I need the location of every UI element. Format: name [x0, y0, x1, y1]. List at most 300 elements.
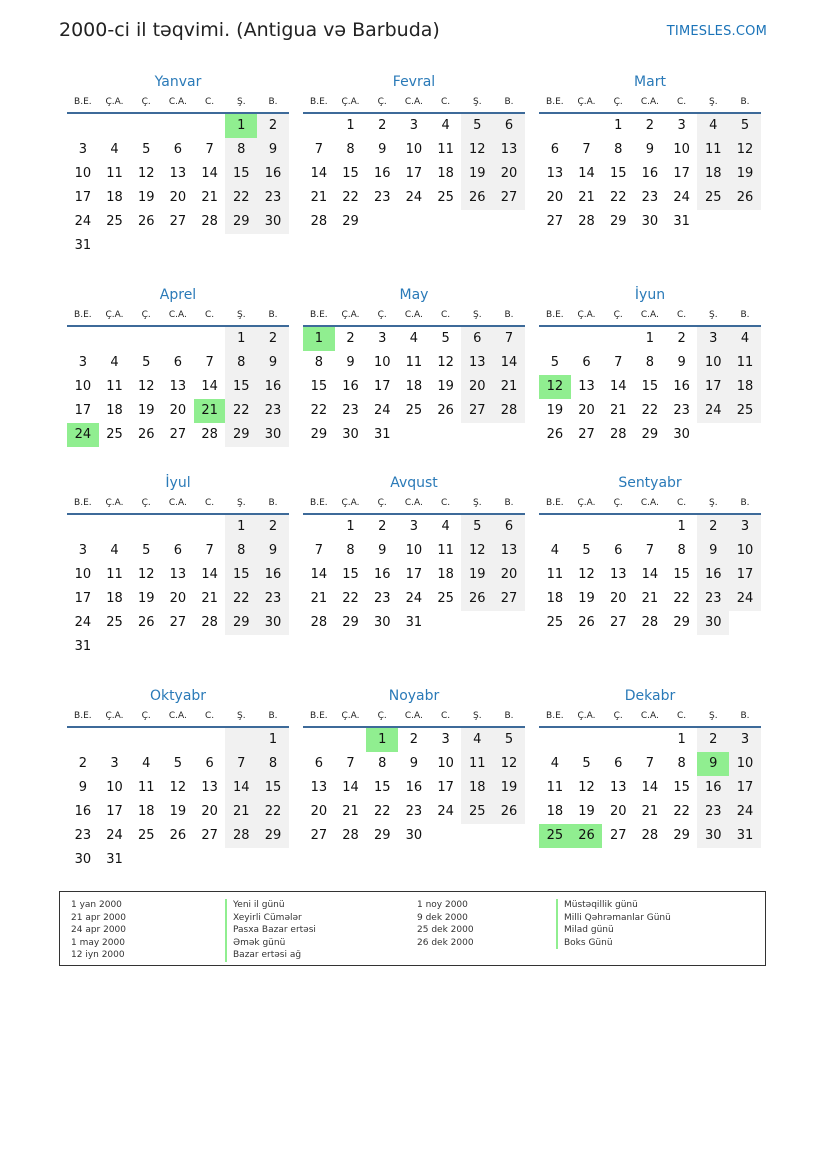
weekday-label: Ş. [236, 711, 246, 721]
day-cell: 1 [257, 728, 289, 752]
month-8 [303, 473, 525, 635]
day-cell: 23 [697, 587, 729, 611]
weekday-header [539, 493, 761, 515]
day-grid [303, 327, 525, 447]
day-cell: 12 [137, 166, 155, 181]
weekday-label: C.A. [404, 711, 423, 721]
day-cell: 13 [169, 567, 187, 582]
day-cell: 19 [137, 403, 155, 418]
day-cell: 8 [225, 138, 257, 162]
day-cell: 4 [441, 519, 450, 534]
day-cell: 2 [257, 114, 289, 138]
empty-day-cell [99, 327, 131, 351]
weekday-label: Ç. [141, 711, 151, 721]
day-cell: 18 [405, 379, 423, 394]
weekday-label: Ç.A. [341, 310, 360, 320]
legend-holiday-name: Bazar ertəsi ağ [225, 949, 316, 962]
month-6 [539, 285, 761, 447]
day-cell: 13 [169, 166, 187, 181]
day-cell: 2 [78, 756, 87, 771]
day-cell: 19 [137, 591, 155, 606]
weekday-label: Ç.A. [577, 97, 596, 107]
day-cell: 26 [546, 427, 564, 442]
weekday-label: C. [441, 310, 451, 320]
day-cell: 2 [346, 331, 355, 346]
weekday-label: Ç.A. [105, 97, 124, 107]
day-cell: 3 [677, 118, 686, 133]
weekday-label: B.E. [74, 711, 92, 721]
weekday-header [539, 92, 761, 114]
day-cell: 22 [673, 591, 690, 606]
day-cell: 8 [677, 543, 686, 558]
day-cell: 25 [461, 800, 493, 824]
day-cell: 7 [314, 543, 323, 558]
day-cell: 30 [673, 427, 690, 442]
month-7 [67, 473, 289, 659]
day-cell: 14 [310, 166, 328, 181]
day-cell: 15 [342, 166, 359, 181]
day-cell: 18 [106, 403, 123, 418]
day-cell: 24 [106, 828, 123, 843]
weekday-label: C. [205, 97, 215, 107]
day-cell: 15 [225, 375, 257, 399]
day-cell: 20 [609, 804, 627, 819]
day-cell: 17 [729, 563, 761, 587]
day-cell: 12 [461, 138, 493, 162]
day-cell: 16 [373, 166, 391, 181]
weekday-header [67, 493, 289, 515]
empty-day-cell [634, 728, 666, 752]
day-cell: 28 [201, 427, 218, 442]
weekday-header [67, 305, 289, 327]
legend-date: 1 may 2000 [71, 937, 125, 948]
weekday-label: Ş. [708, 498, 718, 508]
month-name: Yanvar [154, 74, 202, 90]
day-cell: 6 [314, 756, 323, 771]
day-cell: 3 [78, 142, 87, 157]
day-cell: 10 [697, 351, 729, 375]
day-cell: 23 [342, 403, 359, 418]
day-cell: 28 [641, 615, 659, 630]
weekday-header [539, 706, 761, 728]
weekday-header [303, 92, 525, 114]
day-cell: 31 [405, 615, 423, 630]
weekday-label: B.E. [74, 310, 92, 320]
legend-holiday-name: Yeni il günü [225, 899, 316, 912]
day-cell: 18 [729, 375, 761, 399]
day-cell: 29 [609, 214, 627, 229]
weekday-label: B. [268, 97, 278, 107]
legend-date: 12 iyn 2000 [71, 950, 125, 960]
day-cell: 7 [645, 756, 655, 771]
month-name: Dekabr [624, 688, 676, 704]
day-cell: 30 [257, 210, 289, 234]
day-cell: 9 [409, 756, 419, 771]
empty-day-cell [99, 728, 131, 752]
month-12 [539, 686, 761, 848]
weekday-label: C.A. [168, 310, 187, 320]
day-cell: 26 [137, 214, 155, 229]
day-cell: 19 [461, 563, 493, 587]
day-cell: 25 [437, 591, 454, 606]
day-cell: 5 [493, 728, 525, 752]
day-cell: 5 [582, 543, 591, 558]
day-cell: 2 [677, 331, 686, 346]
day-cell: 12 [137, 567, 155, 582]
day-cell: 20 [578, 403, 595, 418]
day-cell: 14 [201, 567, 218, 582]
day-cell: 8 [378, 756, 387, 771]
day-cell: 27 [461, 399, 493, 423]
day-cell: 31 [729, 824, 761, 848]
day-cell: 6 [614, 756, 623, 771]
day-cell: 11 [461, 752, 493, 776]
month-name: Noyabr [388, 688, 440, 704]
day-cell: 18 [137, 804, 155, 819]
day-cell: 8 [346, 543, 355, 558]
weekday-label: Ş. [236, 498, 246, 508]
day-cell: 10 [74, 567, 92, 582]
legend-left-names [225, 899, 316, 962]
day-cell: 17 [74, 591, 92, 606]
weekday-label: C.A. [640, 310, 659, 320]
day-cell: 4 [550, 756, 559, 771]
day-cell: 16 [257, 563, 289, 587]
day-cell: 16 [342, 379, 359, 394]
empty-day-cell [130, 114, 162, 138]
weekday-label: B. [268, 711, 278, 721]
holiday-legend [59, 891, 766, 966]
weekday-label: B. [268, 310, 278, 320]
month-10 [67, 686, 289, 872]
empty-day-cell [539, 728, 571, 752]
day-cell: 25 [729, 399, 761, 423]
weekday-label: Ş. [472, 97, 482, 107]
day-cell: 15 [609, 166, 627, 181]
day-cell: 13 [169, 379, 187, 394]
empty-day-cell [634, 515, 666, 539]
weekday-label: C. [677, 498, 687, 508]
weekday-label: Ş. [236, 97, 246, 107]
day-cell: 27 [169, 615, 187, 630]
day-grid [539, 327, 761, 447]
day-cell: 20 [461, 375, 493, 399]
holiday-day-cell: 9 [697, 752, 729, 776]
day-cell: 20 [169, 190, 187, 205]
day-cell: 30 [641, 214, 659, 229]
site-brand-link[interactable]: TIMESLES.COM [666, 24, 767, 39]
empty-day-cell [303, 114, 335, 138]
weekday-label: Ç.A. [341, 97, 360, 107]
day-cell: 1 [614, 118, 623, 133]
day-cell: 29 [373, 828, 391, 843]
weekday-label: C. [677, 711, 687, 721]
day-cell: 22 [225, 587, 257, 611]
day-cell: 23 [373, 591, 391, 606]
day-cell: 25 [106, 427, 123, 442]
day-cell: 25 [405, 403, 423, 418]
weekday-label: C.A. [168, 97, 187, 107]
day-cell: 20 [201, 804, 218, 819]
weekday-label: Ş. [472, 711, 482, 721]
day-cell: 7 [205, 543, 214, 558]
day-cell: 18 [461, 776, 493, 800]
day-cell: 21 [201, 190, 218, 205]
day-cell: 24 [373, 403, 391, 418]
day-cell: 9 [677, 355, 686, 370]
empty-day-cell [194, 515, 226, 539]
day-cell: 31 [74, 238, 92, 253]
day-cell: 21 [493, 375, 525, 399]
day-cell: 17 [106, 804, 123, 819]
weekday-label: Ç.A. [577, 711, 596, 721]
day-cell: 31 [373, 427, 391, 442]
day-cell: 16 [697, 563, 729, 587]
day-cell: 24 [74, 615, 92, 630]
day-cell: 3 [78, 355, 87, 370]
day-cell: 28 [310, 615, 328, 630]
empty-day-cell [571, 515, 603, 539]
day-cell: 15 [641, 379, 659, 394]
weekday-label: C. [205, 310, 215, 320]
day-cell: 28 [342, 828, 359, 843]
day-cell: 1 [225, 327, 257, 351]
day-cell: 16 [673, 379, 690, 394]
day-cell: 30 [74, 852, 92, 867]
weekday-label: Ç. [377, 711, 387, 721]
day-cell: 14 [225, 776, 257, 800]
legend-holiday-name: Müstəqillik günü [556, 899, 671, 912]
legend-right-dates [417, 899, 474, 949]
day-cell: 14 [641, 780, 659, 795]
weekday-label: C.A. [404, 498, 423, 508]
day-cell: 10 [74, 166, 92, 181]
day-cell: 12 [169, 780, 187, 795]
day-cell: 16 [74, 804, 92, 819]
day-cell: 7 [225, 752, 257, 776]
weekday-label: B.E. [546, 310, 564, 320]
weekday-label: B. [268, 498, 278, 508]
day-cell: 19 [169, 804, 187, 819]
day-cell: 5 [142, 142, 151, 157]
day-cell: 12 [493, 752, 525, 776]
day-cell: 8 [225, 539, 257, 563]
day-cell: 24 [437, 804, 454, 819]
day-cell: 5 [582, 756, 591, 771]
day-cell: 23 [74, 828, 92, 843]
day-cell: 28 [201, 214, 218, 229]
month-name: Sentyabr [618, 475, 682, 491]
weekday-label: B. [740, 310, 750, 320]
day-cell: 9 [645, 142, 655, 157]
weekday-label: Ç.A. [105, 711, 124, 721]
day-cell: 21 [342, 804, 359, 819]
day-cell: 23 [257, 399, 289, 423]
weekday-header [303, 305, 525, 327]
empty-day-cell [67, 114, 99, 138]
weekday-label: Ş. [472, 498, 482, 508]
day-cell: 5 [550, 355, 559, 370]
day-cell: 14 [609, 379, 627, 394]
day-cell: 6 [493, 515, 525, 539]
day-cell: 20 [493, 563, 525, 587]
weekday-label: B. [740, 97, 750, 107]
weekday-label: B.E. [546, 97, 564, 107]
day-cell: 18 [106, 190, 123, 205]
day-cell: 28 [609, 427, 627, 442]
day-grid [67, 327, 289, 447]
day-cell: 26 [493, 800, 525, 824]
legend-holiday-name: Əmək günü [225, 937, 316, 950]
empty-day-cell [571, 327, 603, 351]
day-cell: 18 [437, 567, 454, 582]
day-cell: 17 [405, 166, 423, 181]
weekday-label: Ç.A. [105, 498, 124, 508]
day-grid [67, 515, 289, 659]
day-cell: 3 [409, 519, 419, 534]
day-cell: 6 [173, 142, 183, 157]
holiday-day-cell: 1 [366, 728, 398, 752]
day-cell: 28 [578, 214, 595, 229]
weekday-header [67, 706, 289, 728]
day-cell: 5 [173, 756, 183, 771]
holiday-day-cell: 26 [571, 824, 603, 848]
day-cell: 14 [641, 567, 659, 582]
day-cell: 29 [310, 427, 328, 442]
empty-day-cell [162, 728, 194, 752]
day-cell: 7 [314, 142, 323, 157]
empty-day-cell [67, 327, 99, 351]
day-cell: 26 [461, 186, 493, 210]
day-cell: 9 [257, 351, 289, 375]
weekday-label: Ç. [613, 97, 623, 107]
day-cell: 29 [673, 615, 690, 630]
weekday-label: C. [441, 498, 451, 508]
day-cell: 5 [461, 515, 493, 539]
day-cell: 29 [225, 210, 257, 234]
day-cell: 16 [257, 375, 289, 399]
day-cell: 15 [373, 780, 391, 795]
weekday-label: Ç. [141, 97, 151, 107]
day-cell: 14 [342, 780, 359, 795]
legend-holiday-name: Pasxa Bazar ertəsi [225, 924, 316, 937]
day-cell: 28 [225, 824, 257, 848]
month-3 [539, 72, 761, 234]
empty-day-cell [194, 728, 226, 752]
weekday-label: C. [677, 310, 687, 320]
day-cell: 4 [110, 543, 119, 558]
day-cell: 10 [673, 142, 690, 157]
day-cell: 18 [106, 591, 123, 606]
day-cell: 3 [78, 543, 87, 558]
day-cell: 19 [546, 403, 564, 418]
day-cell: 15 [342, 567, 359, 582]
day-cell: 26 [137, 427, 155, 442]
weekday-header [303, 706, 525, 728]
day-cell: 10 [729, 752, 761, 776]
day-cell: 14 [310, 567, 328, 582]
day-cell: 13 [609, 780, 627, 795]
month-name: Avqust [390, 475, 438, 491]
month-5 [303, 285, 525, 447]
day-cell: 24 [405, 190, 423, 205]
day-cell: 8 [346, 142, 355, 157]
day-cell: 7 [205, 355, 214, 370]
day-cell: 28 [493, 399, 525, 423]
day-cell: 24 [74, 214, 92, 229]
day-cell: 26 [729, 186, 761, 210]
day-cell: 21 [609, 403, 627, 418]
day-cell: 14 [201, 379, 218, 394]
weekday-header [67, 92, 289, 114]
day-cell: 25 [697, 186, 729, 210]
day-cell: 18 [546, 804, 564, 819]
day-cell: 15 [257, 776, 289, 800]
day-cell: 22 [257, 800, 289, 824]
month-9 [539, 473, 761, 635]
day-cell: 27 [578, 427, 595, 442]
weekday-label: Ç.A. [105, 310, 124, 320]
weekday-label: C. [441, 711, 451, 721]
weekday-header [539, 305, 761, 327]
day-cell: 11 [697, 138, 729, 162]
day-cell: 3 [697, 327, 729, 351]
month-11 [303, 686, 525, 848]
weekday-label: Ç. [613, 711, 623, 721]
day-cell: 23 [697, 800, 729, 824]
day-cell: 27 [493, 186, 525, 210]
day-grid [539, 515, 761, 635]
day-cell: 18 [437, 166, 454, 181]
day-cell: 17 [405, 567, 423, 582]
day-cell: 25 [137, 828, 155, 843]
day-cell: 2 [257, 327, 289, 351]
weekday-label: Ş. [236, 310, 246, 320]
day-cell: 11 [546, 567, 564, 582]
empty-day-cell [303, 515, 335, 539]
day-cell: 9 [257, 138, 289, 162]
day-cell: 20 [493, 162, 525, 186]
day-cell: 3 [378, 331, 387, 346]
day-cell: 7 [645, 543, 655, 558]
day-cell: 2 [378, 118, 387, 133]
weekday-label: Ç. [141, 310, 151, 320]
day-cell: 4 [697, 114, 729, 138]
day-cell: 27 [609, 615, 627, 630]
day-cell: 13 [310, 780, 328, 795]
day-cell: 30 [342, 427, 359, 442]
day-cell: 19 [729, 162, 761, 186]
day-cell: 6 [173, 355, 183, 370]
day-cell: 22 [342, 591, 359, 606]
day-cell: 16 [257, 162, 289, 186]
day-cell: 25 [437, 190, 454, 205]
weekday-label: B.E. [74, 97, 92, 107]
day-cell: 15 [673, 567, 690, 582]
legend-date: 21 apr 2000 [71, 912, 127, 923]
weekday-label: B.E. [546, 711, 564, 721]
day-cell: 15 [225, 563, 257, 587]
day-cell: 26 [437, 403, 454, 418]
day-cell: 10 [74, 379, 92, 394]
day-cell: 11 [106, 166, 123, 181]
day-cell: 23 [257, 186, 289, 210]
day-cell: 24 [729, 800, 761, 824]
day-cell: 11 [546, 780, 564, 795]
weekday-label: Ş. [708, 310, 718, 320]
weekday-label: Ç.A. [577, 310, 596, 320]
month-name: May [399, 287, 429, 303]
